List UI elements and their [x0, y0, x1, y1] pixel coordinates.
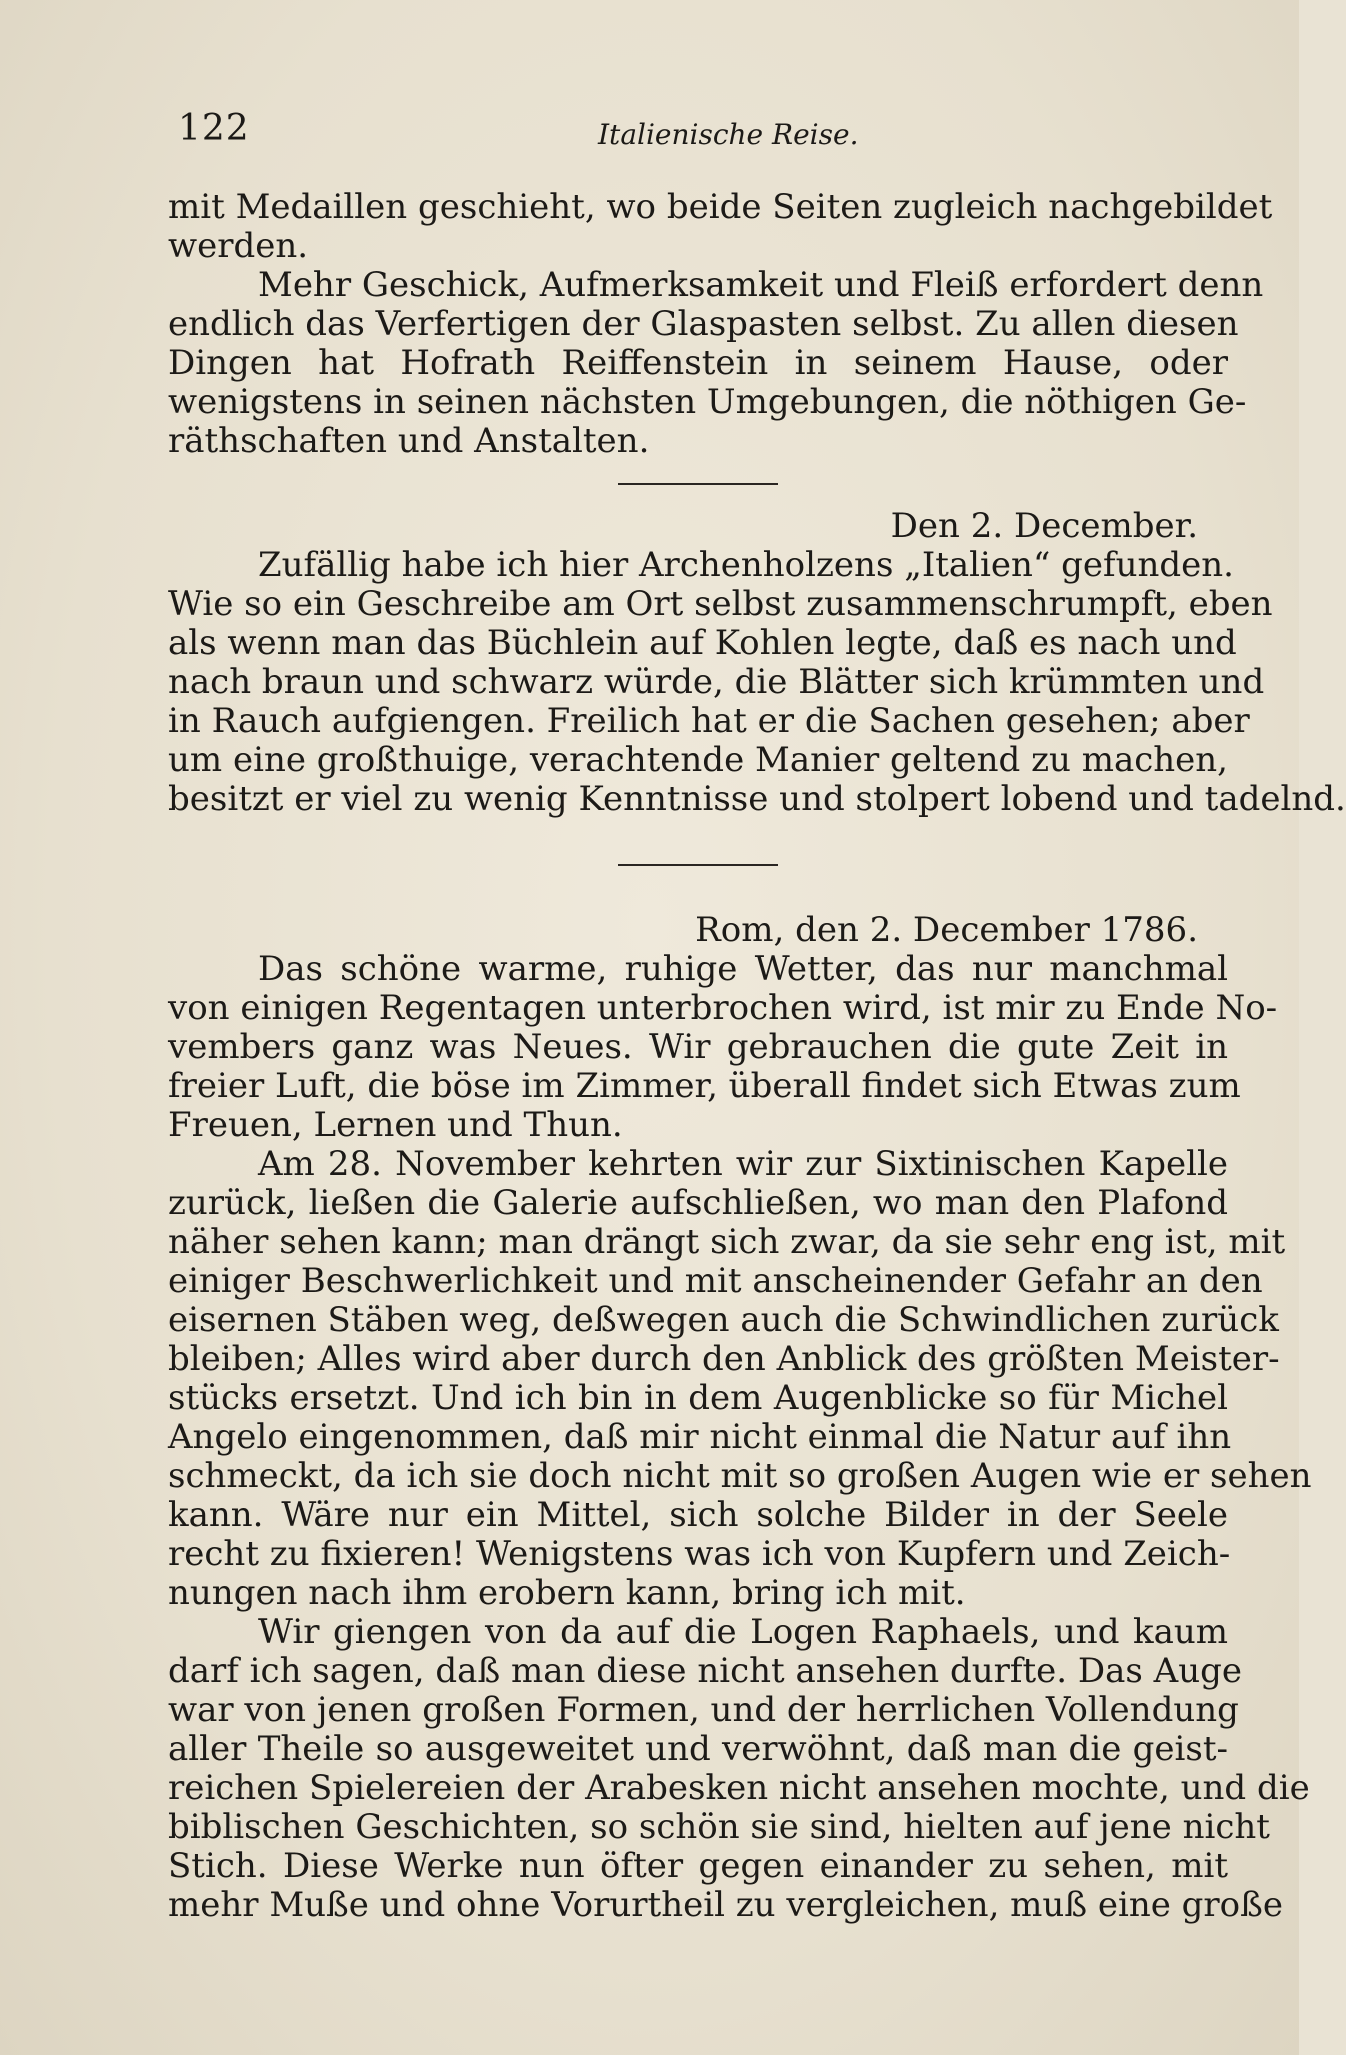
text-line: Am 28. November kehrten wir zur Sixtinischen Kapelle — [258, 1144, 1228, 1184]
text-line: Angelo eingenommen, daß mir nicht einmal die Natur auf ihn — [168, 1417, 1232, 1457]
text-line: näher sehen kann; man drängt sich zwar, da sie sehr eng ist, mit — [168, 1222, 1286, 1262]
body-text — [168, 187, 1346, 1925]
text-line: eisernen Stäben weg, deßwegen auch die Schwindlichen zurück — [168, 1300, 1279, 1340]
text-line: Zufällig habe ich hier Archenholzens „Italien“ gefunden. — [258, 545, 1234, 585]
dateline: Den 2. December. — [890, 506, 1198, 546]
text-line: kann. Wäre nur ein Mittel, sich solche Bilder in der Seele — [168, 1495, 1228, 1535]
text-line: mehr Muße und ohne Vorurtheil zu vergleichen, muß eine große — [168, 1885, 1283, 1925]
section-separator — [168, 819, 1228, 911]
text-line: Stich. Diese Werke nun öfter gegen einander zu sehen, mit — [168, 1846, 1228, 1886]
text-line: Mehr Geschick, Aufmerksamkeit und Fleiß erfordert denn — [258, 265, 1264, 305]
text-line: um eine großthuige, verachtende Manier geltend zu machen, — [168, 740, 1228, 780]
text-line: Wie so ein Geschreibe am Ort selbst zusammenschrumpft, eben — [168, 584, 1273, 624]
text-line: darf ich sagen, daß man diese nicht ansehen durfte. Das Auge — [168, 1651, 1242, 1691]
text-line: biblischen Geschichten, so schön sie sind, hielten auf jene nicht — [168, 1807, 1270, 1847]
text-line: in Rauch aufgiengen. Freilich hat er die Sachen gesehen; aber — [168, 701, 1250, 741]
text-line: wenigstens in seinen nächsten Umgebungen, die nöthigen Ge- — [168, 382, 1247, 422]
text-line: als wenn man das Büchlein auf Kohlen legte, daß es nach und — [168, 623, 1237, 663]
text-line: einiger Beschwerlichkeit und mit anscheinender Gefahr an den — [168, 1261, 1263, 1301]
text-line: von einigen Regentagen unterbrochen wird, ist mir zu Ende No- — [168, 988, 1278, 1028]
text-line: Freuen, Lernen und Thun. — [168, 1105, 623, 1145]
separator-rule — [618, 864, 778, 866]
text-line: nungen nach ihm erobern kann, bring ich mit. — [168, 1573, 966, 1613]
text-line: besitzt er viel zu wenig Kenntnisse und stolpert lobend und tadelnd. — [168, 779, 1346, 819]
page-header — [178, 108, 1218, 158]
text-line: stücks ersetzt. Und ich bin in dem Augenblicke so für Michel — [168, 1378, 1228, 1418]
text-line: nach braun und schwarz würde, die Blätter sich krümmten und — [168, 662, 1265, 702]
text-line: werden. — [168, 226, 309, 266]
dateline: Rom, den 2. December 1786. — [695, 910, 1198, 950]
text-line: zurück, ließen die Galerie aufschließen, wo man den Plafond — [168, 1183, 1228, 1223]
text-line: war von jenen großen Formen, und der herrlichen Vollendung — [168, 1690, 1239, 1730]
running-title: Italienische Reise. — [598, 118, 859, 151]
text-line: Wir giengen von da auf die Logen Raphaels, und kaum — [258, 1612, 1228, 1652]
text-line: bleiben; Alles wird aber durch den Anblick des größten Meister- — [168, 1339, 1280, 1379]
text-line: freier Luft, die böse im Zimmer, überall findet sich Etwas zum — [168, 1066, 1241, 1106]
text-line: aller Theile so ausgeweitet und verwöhnt, daß man die geist- — [168, 1729, 1228, 1769]
text-line: reichen Spielereien der Arabesken nicht ansehen mochte, und die — [168, 1768, 1310, 1808]
text-line: Das schöne warme, ruhige Wetter, das nur manchmal — [258, 949, 1228, 989]
page-number: 122 — [178, 108, 250, 149]
text-line: schmeckt, da ich sie doch nicht mit so großen Augen wie er sehen — [168, 1456, 1312, 1496]
text-line: mit Medaillen geschieht, wo beide Seiten zugleich nachgebildet — [168, 187, 1273, 227]
text-line: Dingen hat Hofrath Reiffenstein in seinem Hause, oder — [168, 343, 1228, 383]
separator-rule — [618, 483, 778, 485]
text-line: endlich das Verfertigen der Glaspasten selbst. Zu allen diesen — [168, 304, 1239, 344]
text-line: vembers ganz was Neues. Wir gebrauchen die gute Zeit in — [168, 1027, 1228, 1067]
section-separator — [168, 461, 1228, 507]
text-line: räthschaften und Anstalten. — [168, 421, 650, 461]
text-line: recht zu fixieren! Wenigstens was ich von Kupfern und Zeich- — [168, 1534, 1231, 1574]
